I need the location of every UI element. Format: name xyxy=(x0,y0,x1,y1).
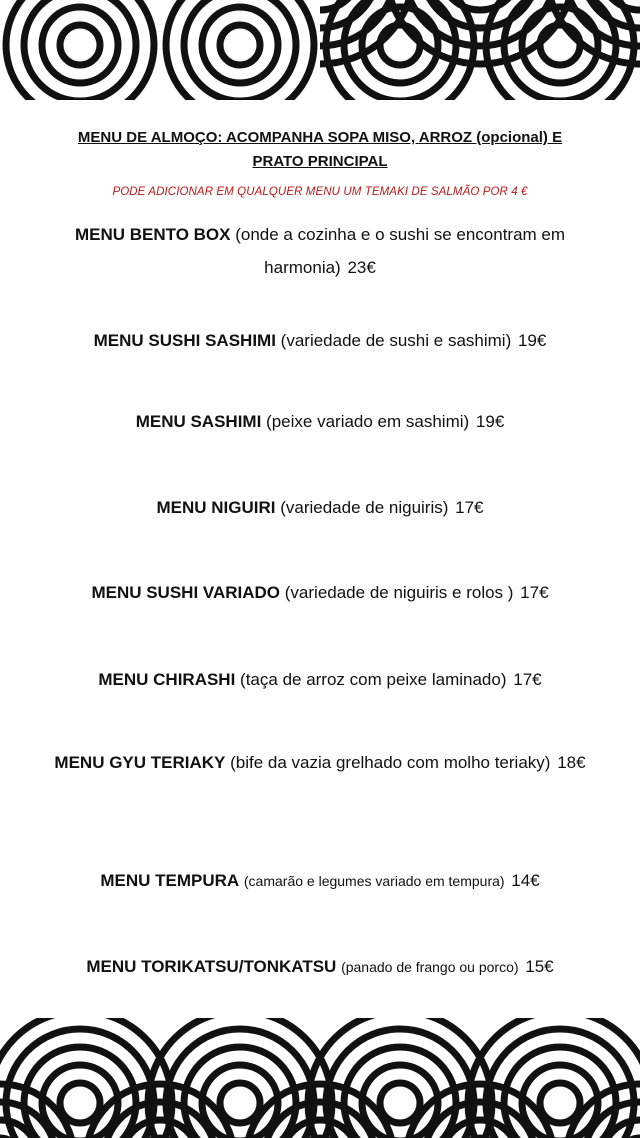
item-price: 17€ xyxy=(513,670,542,689)
item-name: MENU SUSHI SASHIMI xyxy=(93,331,276,350)
item-description: (camarão e legumes variado em tempura) xyxy=(243,873,505,889)
item-name: MENU BENTO BOX xyxy=(74,225,231,244)
menu-item xyxy=(40,746,600,779)
header-line-1: MENU DE ALMOÇO: ACOMPANHA SOPA MISO, ARROZ (opcional) E xyxy=(77,129,563,146)
item-description: (peixe variado em sashimi) xyxy=(266,412,470,431)
menu-item xyxy=(40,491,600,524)
item-price: 17€ xyxy=(455,498,484,517)
item-description: (taça de arroz com peixe laminado) xyxy=(240,670,507,689)
menu-item xyxy=(40,576,600,609)
item-name: MENU SASHIMI xyxy=(135,412,262,431)
item-description: (bife da vazia grelhado com molho teriaky) xyxy=(230,753,551,772)
item-price: 15€ xyxy=(525,957,554,976)
item-description: (panado de frango ou porco) xyxy=(341,959,519,975)
item-price: 17€ xyxy=(520,583,549,602)
item-price: 18€ xyxy=(557,753,586,772)
temaki-note: PODE ADICIONAR EM QUALQUER MENU UM TEMAKI DE SALMÃO POR 4 € xyxy=(112,186,528,198)
item-name: MENU GYU TERIAKY xyxy=(54,753,226,772)
item-name: MENU SUSHI VARIADO xyxy=(91,583,281,602)
menu-header xyxy=(50,126,590,174)
header-line-2: PRATO PRINCIPAL xyxy=(252,153,388,170)
top-wave-pattern xyxy=(0,0,640,112)
menu-item xyxy=(20,950,620,984)
bottom-wave-pattern xyxy=(0,1008,640,1138)
item-description: (variedade de niguiris) xyxy=(280,498,449,517)
menu-item xyxy=(40,324,600,357)
item-price: 19€ xyxy=(517,331,547,350)
menu-item xyxy=(40,218,600,284)
item-name: MENU CHIRASHI xyxy=(98,670,236,689)
item-price: 14€ xyxy=(511,871,540,890)
menu-item xyxy=(40,405,600,438)
menu-content xyxy=(0,118,640,198)
item-description: (variedade de niguiris e rolos ) xyxy=(284,583,514,602)
menu-item xyxy=(40,864,600,898)
menu-item xyxy=(40,663,600,696)
item-description: (variedade de sushi e sashimi) xyxy=(280,331,512,350)
item-name: MENU TEMPURA xyxy=(100,871,240,890)
item-name: MENU TORIKATSU/TONKATSU xyxy=(86,957,337,976)
item-price: 19€ xyxy=(475,412,505,431)
item-price: 23€ xyxy=(347,258,376,277)
item-description: (onde a cozinha e o sushi se encontram em harmonia) xyxy=(235,225,566,277)
item-name: MENU NIGUIRI xyxy=(156,498,276,517)
